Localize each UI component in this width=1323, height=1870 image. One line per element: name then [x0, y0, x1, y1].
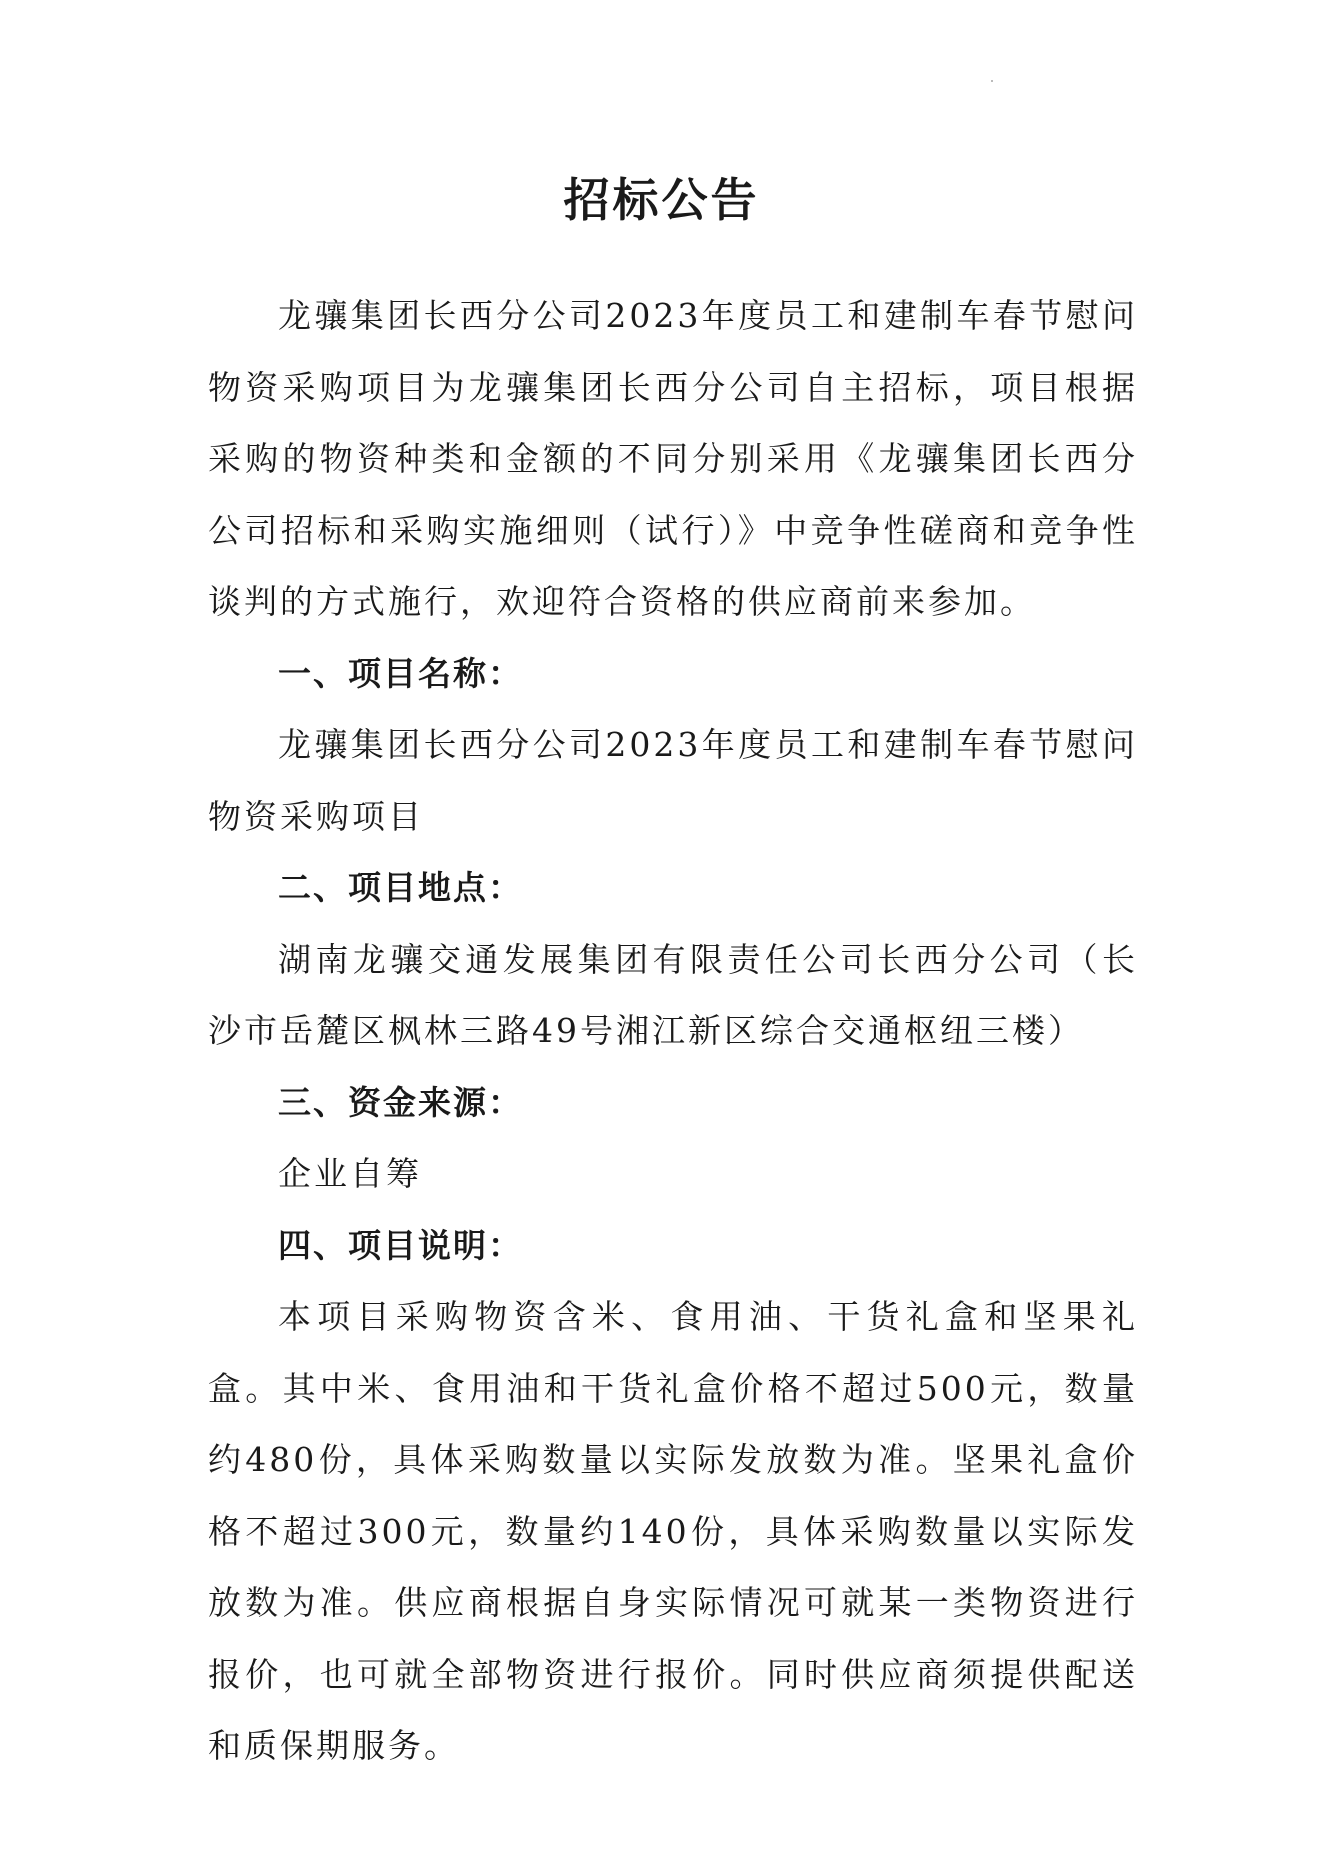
- section-heading-project-location: 二、项目地点：: [278, 868, 523, 907]
- section-body-project-name: 龙骧集团长西分公司2023年度员工和建制车春节慰问物资采购项目: [208, 725, 1138, 836]
- section-heading-funding-source: 三、资金来源：: [278, 1082, 523, 1122]
- section-heading-project-description: 四、项目说明：: [278, 1225, 523, 1265]
- section-body-funding-source: 企业自筹: [278, 1154, 422, 1193]
- scan-artifact: [991, 80, 993, 82]
- section-heading-project-name: 一、项目名称：: [278, 653, 523, 693]
- section-body-project-location: 湖南龙骧交通发展集团有限责任公司长西分公司（长沙市岳麓区枫林三路49号湘江新区综合交通枢纽三楼）: [208, 939, 1138, 1050]
- document-body: [208, 280, 1138, 1782]
- section-body-project-description: 本项目采购物资含米、食用油、干货礼盒和坚果礼盒。其中米、食用油和干货礼盒价格不超过500元，数量约480份，具体采购数量以实际发放数为准。坚果礼盒价格不超过300元，数量约140份，具体采购数量以实际发放数为准。供应商根据自身实际情况可就某一类物资进行报价，也可就全部物资进行报价。同时供应商须提供配送和质保期服务。: [208, 1297, 1138, 1765]
- page-title: 招标公告: [563, 173, 760, 227]
- intro-paragraph: 龙骧集团长西分公司2023年度员工和建制车春节慰问物资采购项目为龙骧集团长西分公司自主招标，项目根据采购的物资种类和金额的不同分别采用《龙骧集团长西分公司招标和采购实施细则（试行）》中竞争性磋商和竞争性谈判的方式施行，欢迎符合资格的供应商前来参加。: [208, 296, 1138, 621]
